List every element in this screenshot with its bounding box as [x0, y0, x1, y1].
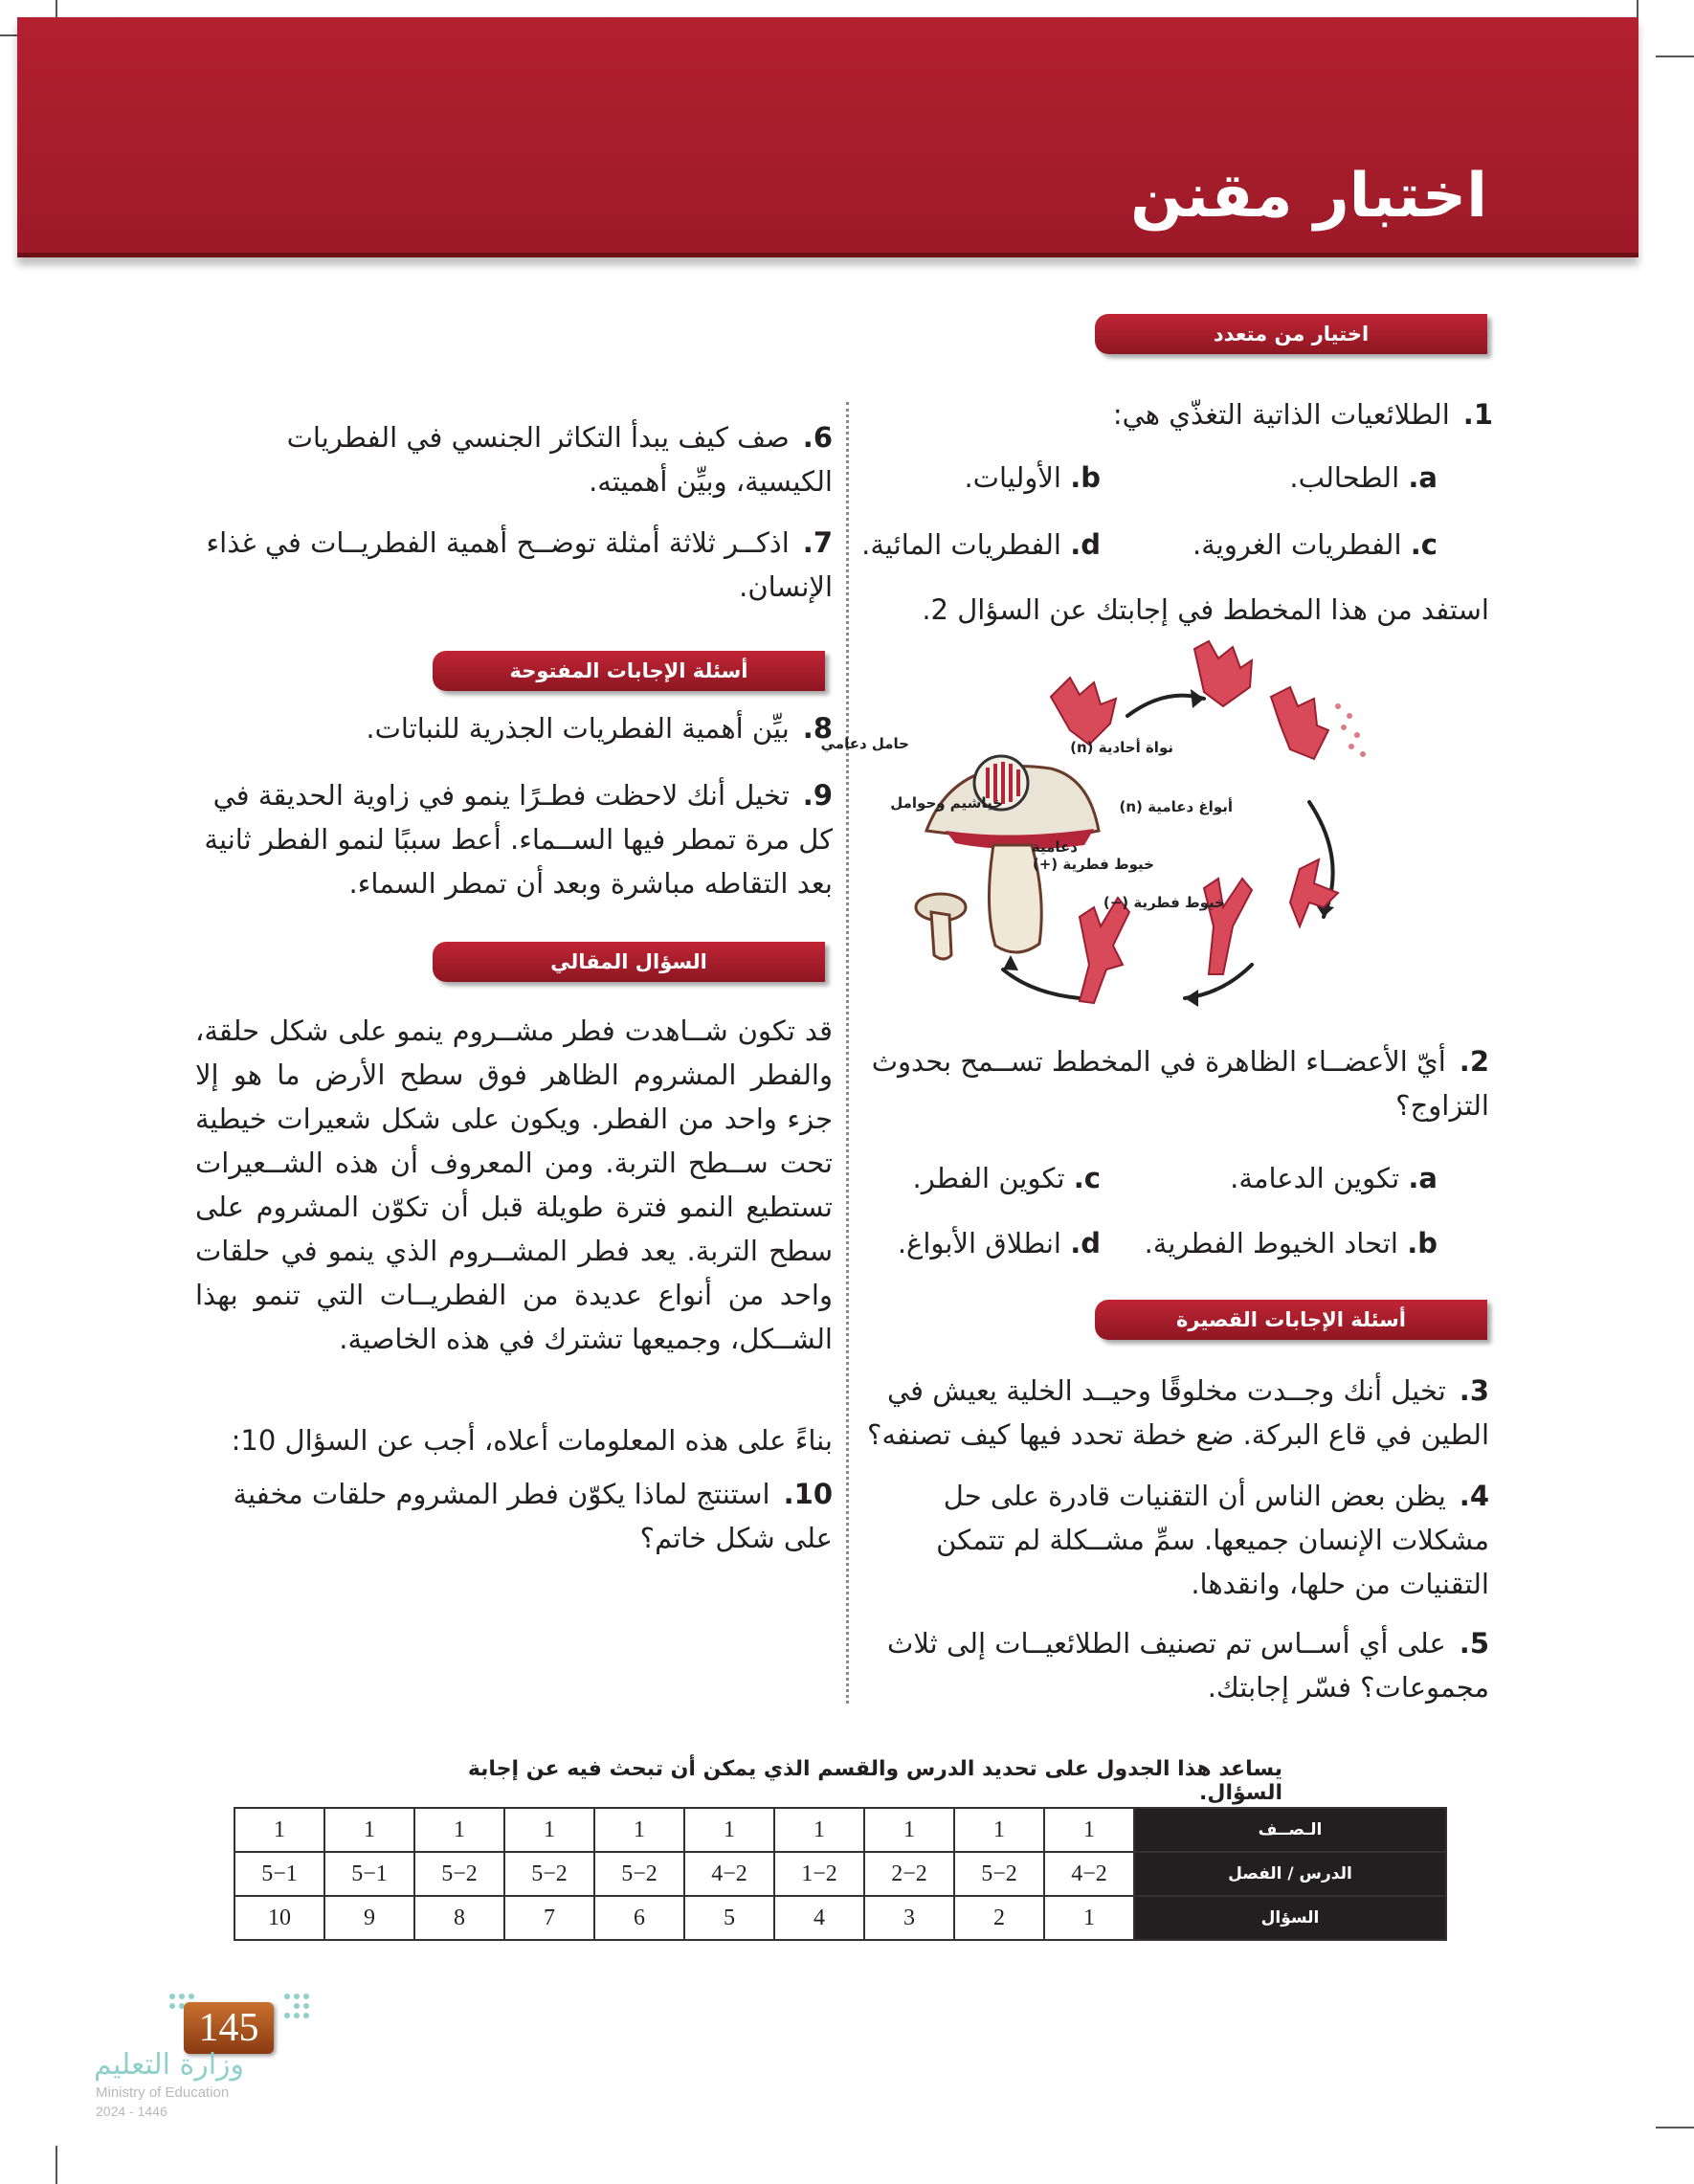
- header-banner: [17, 17, 1638, 257]
- table-cell: 2−2: [864, 1852, 954, 1896]
- option-2a: a. تكوين الدعامة.: [1230, 1162, 1438, 1194]
- essay-passage: قد تكون شــاهدت فطر مشــروم ينمو على شكل حلقة، والفطر المشروم الظاهر فوق سطح الأرض ما هو إلا جزء واحد من الفطر. ويكون على شكل شعيرات خيطية تحت ســطح التربة. ومن المعروف أن هذه الشــعيرات تستطيع النمو فترة طويلة قبل أن تكوّن المشروم على سطح التربة. يعد فطر المشــروم الذي ينمو في حلقات واحد من أنواع عديدة من الفطريــات التي تنمو بهذا الشــكل، وجميعها تشترك في هذه الخاصية.: [195, 1014, 833, 1355]
- label-hyphae-plus: خيوط فطرية (+): [1032, 856, 1154, 873]
- option-1a: a. الطحالب.: [1289, 461, 1438, 494]
- ministry-name-ar: وزارة التعليم: [94, 2048, 245, 2082]
- edition-year: 2024 - 1446: [96, 2104, 167, 2119]
- option-1c: c. الفطريات الغروية.: [1192, 528, 1438, 561]
- option-text: الطحالب.: [1289, 461, 1400, 494]
- table-cell: 1: [504, 1808, 594, 1852]
- option-text: الفطريات الغروية.: [1192, 528, 1402, 561]
- table-cell: 10: [234, 1896, 324, 1940]
- section-mcq: اختيار من متعدد: [1095, 314, 1487, 354]
- table-cell: 9: [324, 1896, 414, 1940]
- question-number: 3.: [1459, 1374, 1489, 1407]
- table-cell: 5−2: [414, 1852, 504, 1896]
- table-cell: 1: [954, 1808, 1044, 1852]
- option-text: انطلاق الأبواغ.: [897, 1227, 1061, 1259]
- table-cell: 1: [414, 1808, 504, 1852]
- question-number: 1.: [1462, 398, 1493, 431]
- option-text: اتحاد الخيوط الفطرية.: [1144, 1227, 1398, 1259]
- table-cell: 1−2: [774, 1852, 864, 1896]
- question-6: [195, 415, 833, 503]
- table-cell: 5−2: [504, 1852, 594, 1896]
- ministry-name-en: Ministry of Education: [96, 2084, 230, 2101]
- row-label: السؤال: [1134, 1896, 1446, 1940]
- basidiospores-illustration: [1271, 687, 1328, 759]
- table-row: [234, 1896, 1446, 1940]
- option-2c: c. تكوين الفطر.: [912, 1162, 1101, 1194]
- table-cell: 5−2: [594, 1852, 684, 1896]
- page-number: 145: [184, 2002, 274, 2054]
- label-haploid-nucleus: نواة أحادية (n): [1070, 739, 1173, 756]
- reference-table: [234, 1807, 1447, 1941]
- table-cell: 1: [324, 1808, 414, 1852]
- label-basidium: حامل دعامي: [820, 735, 909, 752]
- table-caption: يساعد هذا الجدول على تحديد الدرس والقسم الذي يمكن أن تبحث فيه عن إجابة السؤال.: [467, 1757, 1282, 1805]
- label-gills-2: دعامية: [1031, 838, 1078, 856]
- question-text: استنتج لماذا يكوّن فطر المشروم حلقات مخفية على شكل خاتم؟: [233, 1478, 833, 1554]
- basidium-illustration: [1051, 678, 1116, 745]
- table-cell: 4−2: [1044, 1852, 1134, 1896]
- table-cell: 5−2: [954, 1852, 1044, 1896]
- question-7: [195, 521, 833, 609]
- cycle-arrow: [1003, 969, 1080, 998]
- question-number: 5.: [1459, 1627, 1489, 1660]
- section-short: أسئلة الإجابات القصيرة: [1095, 1300, 1487, 1340]
- table-row: [234, 1852, 1446, 1896]
- table-cell: 5−1: [324, 1852, 414, 1896]
- question-number: 4.: [1459, 1480, 1489, 1512]
- question-5: [861, 1621, 1489, 1709]
- option-1d: d. الفطريات المائية.: [861, 528, 1101, 561]
- option-1b: b. الأوليات.: [964, 461, 1101, 494]
- label-gills: خياشيم وحوامل: [890, 794, 1003, 812]
- label-hyphae-minus: خيوط فطرية (−): [1103, 894, 1225, 911]
- option-text: الفطريات المائية.: [861, 528, 1061, 561]
- table-cell: 4−2: [684, 1852, 774, 1896]
- row-label: الدرس / الفصل: [1134, 1852, 1446, 1896]
- question-number: 8.: [802, 712, 833, 745]
- question-10: [195, 1472, 833, 1560]
- crop-mark: [1656, 56, 1694, 57]
- question-text: بيِّن أهمية الفطريات الجذرية للنباتات.: [366, 712, 790, 745]
- table-cell: 6: [594, 1896, 684, 1940]
- hyphae-minus-illustration: [1290, 859, 1338, 926]
- question-number: 10.: [783, 1478, 833, 1510]
- section-essay: السؤال المقالي: [433, 942, 825, 982]
- question-4: [861, 1474, 1489, 1606]
- question-text: تخيل أنك وجــدت مخلوقًا وحيــد الخلية يعيش في الطين في قاع البركة. ضع خطة تحدد فيها كيف تصنفه؟: [867, 1374, 1489, 1451]
- question-number: 6.: [802, 421, 833, 454]
- diagram-intro: استفد من هذا المخطط في إجابتك عن السؤال 2.: [922, 593, 1489, 626]
- question-9: [195, 773, 833, 905]
- table-cell: 3: [864, 1896, 954, 1940]
- option-text: تكوين الفطر.: [912, 1162, 1065, 1194]
- table-cell: 8: [414, 1896, 504, 1940]
- table-cell: 1: [1044, 1808, 1134, 1852]
- arrow-head: [1191, 689, 1204, 708]
- question-text: يظن بعض الناس أن التقنيات قادرة على حل مشكلات الإنسان جميعها. سمِّ مشــكلة لم تتمكن التقنيات من حلها، وانقدها.: [936, 1480, 1489, 1600]
- table-cell: 1: [864, 1808, 954, 1852]
- question-2: [861, 1039, 1489, 1127]
- table-cell: 1: [1044, 1896, 1134, 1940]
- crop-mark: [56, 2146, 57, 2184]
- question-3: [861, 1369, 1489, 1457]
- essay-prompt: بناءً على هذه المعلومات أعلاه، أجب عن السؤال 10:: [231, 1424, 833, 1457]
- table-cell: 1: [594, 1808, 684, 1852]
- table-cell: 5: [684, 1896, 774, 1940]
- option-text: تكوين الدعامة.: [1230, 1162, 1400, 1194]
- column-divider: [846, 402, 849, 1704]
- arrow-head: [1185, 990, 1198, 1007]
- question-text: الطلائعيات الذاتية التغذّي هي:: [1112, 398, 1450, 431]
- crop-mark: [1656, 2127, 1694, 2128]
- option-2b: b. اتحاد الخيوط الفطرية.: [1144, 1227, 1438, 1259]
- question-text: اذكــر ثلاثة أمثلة توضــح أهمية الفطريــات في غذاء الإنسان.: [206, 526, 833, 603]
- table-cell: 4: [774, 1896, 864, 1940]
- question-number: 9.: [802, 779, 833, 812]
- table-cell: 1: [234, 1808, 324, 1852]
- arrow-head: [1003, 955, 1018, 970]
- table-cell: 5−1: [234, 1852, 324, 1896]
- hyphae-plus-illustration: [1204, 879, 1252, 974]
- table-cell: 2: [954, 1896, 1044, 1940]
- question-number: 7.: [802, 526, 833, 559]
- option-text: الأوليات.: [964, 461, 1061, 494]
- question-text: على أي أســاس تم تصنيف الطلائعيــات إلى ثلاث مجموعات؟ فسّر إجابتك.: [887, 1627, 1489, 1704]
- label-basidiospores: أبواغ دعامية (n): [1119, 798, 1233, 815]
- question-text: صف كيف يبدأ التكاثر الجنسي في الفطريات الكيسية، وبيِّن أهميته.: [286, 421, 833, 498]
- fungus-life-cycle-diagram: [820, 639, 1424, 1032]
- table-cell: 1: [774, 1808, 864, 1852]
- question-8: [195, 706, 833, 750]
- page-title: اختبار مقنن: [1130, 161, 1487, 232]
- option-2d: d. انطلاق الأبواغ.: [897, 1227, 1101, 1259]
- question-1: [880, 392, 1493, 436]
- row-label: الـصــف: [1134, 1808, 1446, 1852]
- question-text: تخيل أنك لاحظت فطـرًا ينمو في زاوية الحديقة في كل مرة تمطر فيها الســماء. أعط سببًا لنمو الفطر ثانية بعد التقاطه مباشرة وبعد أن تمطر السماء.: [204, 779, 833, 900]
- table-cell: 7: [504, 1896, 594, 1940]
- table-row: [234, 1808, 1446, 1852]
- question-number: 2.: [1459, 1045, 1489, 1078]
- section-open: أسئلة الإجابات المفتوحة: [433, 651, 825, 691]
- mycelium-illustration: [1080, 898, 1129, 1003]
- question-text: أيّ الأعضــاء الظاهرة في المخطط تســمح بحدوث التزاوج؟: [871, 1045, 1489, 1122]
- table-cell: 1: [684, 1808, 774, 1852]
